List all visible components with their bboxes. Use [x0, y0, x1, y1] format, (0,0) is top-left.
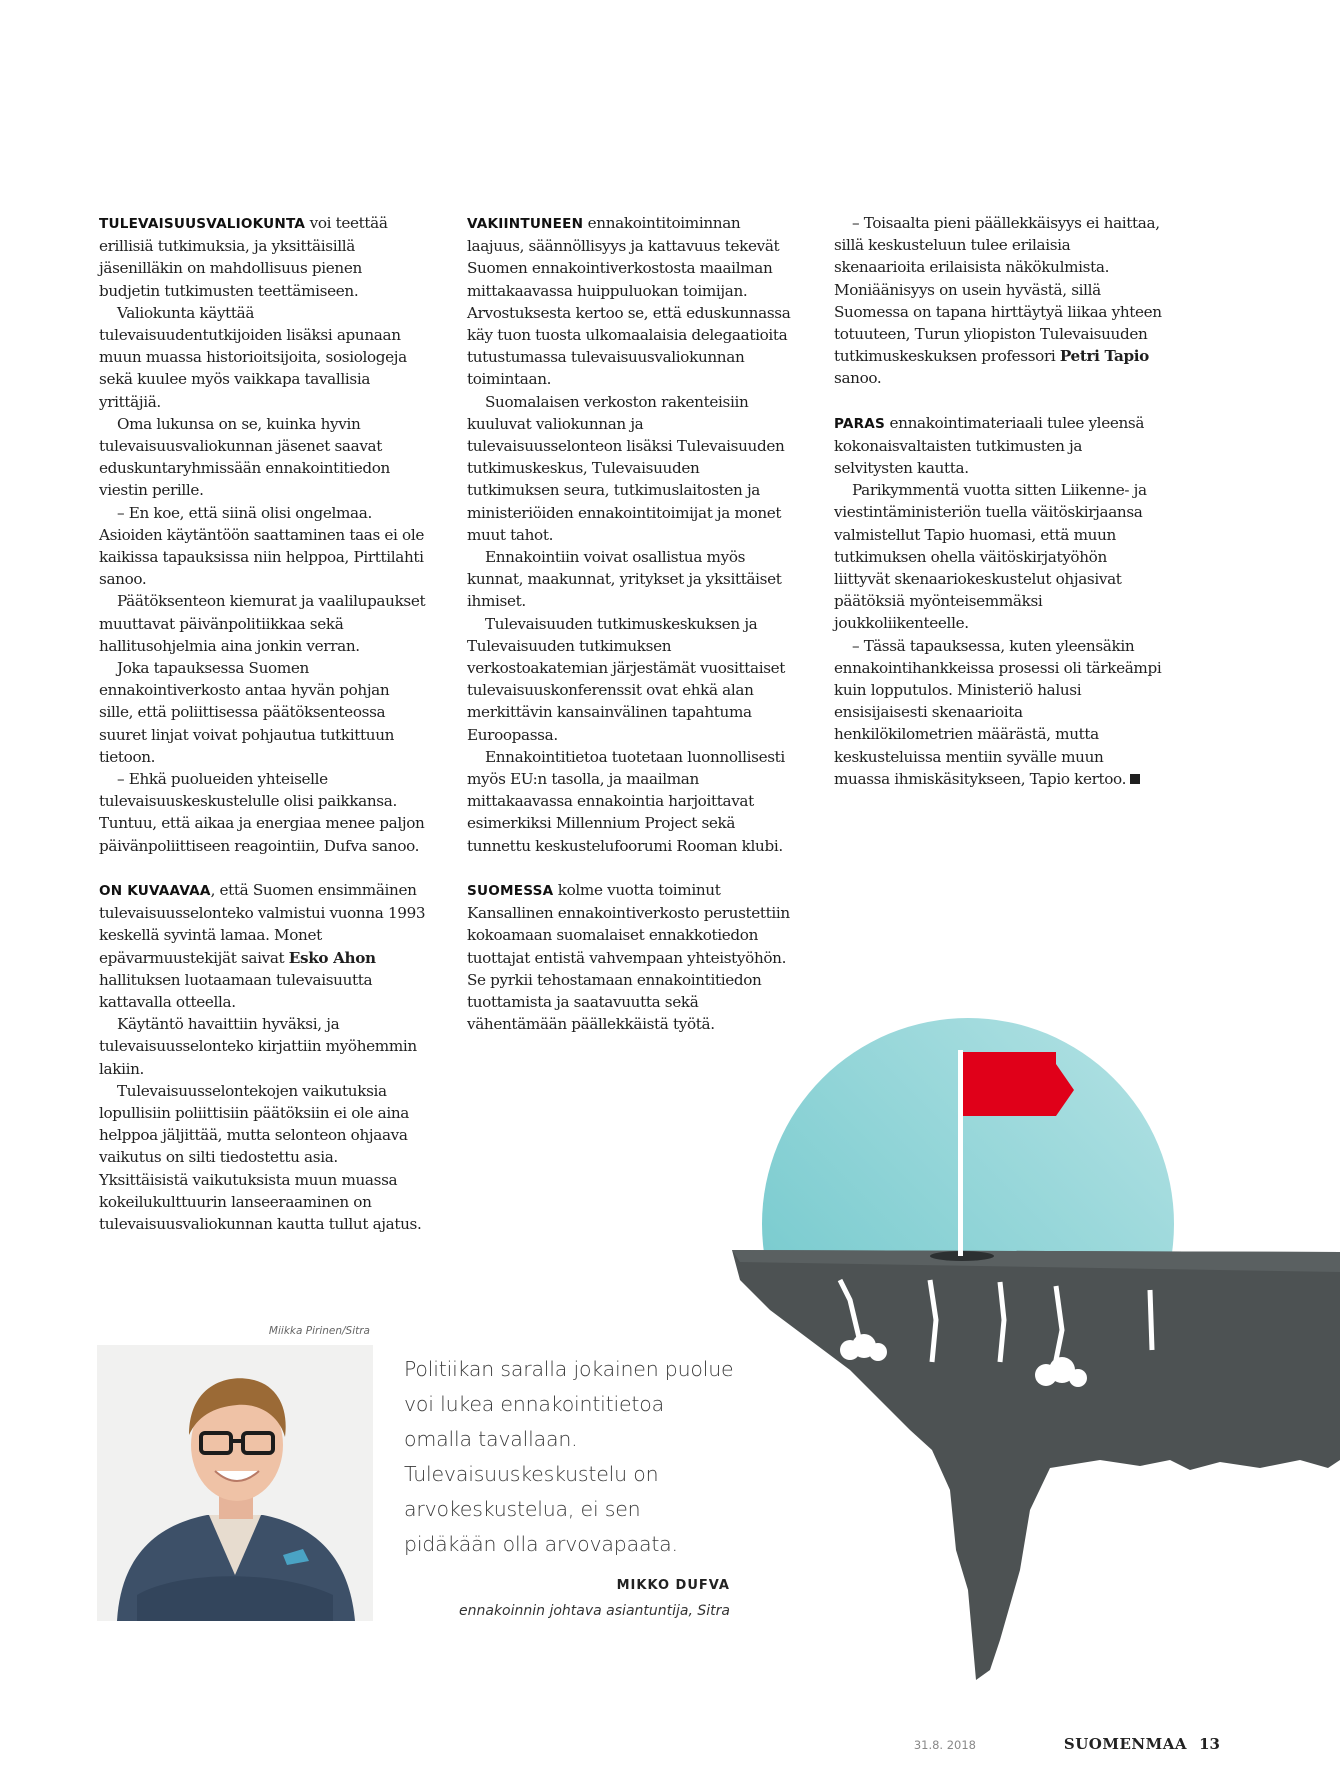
paragraph: Käytäntö havaittiin hyväksi, ja tulevaisuusselonteko kirjattiin myöhemmin lakiin. — [99, 1015, 417, 1078]
photo-credit: Miikka Pirinen/Sitra — [268, 1325, 370, 1337]
flag-pole — [958, 1050, 963, 1256]
page-number: 13 — [1199, 1735, 1220, 1753]
kicker: PARAS — [834, 415, 886, 432]
paragraph: Ennakointiin voivat osallistua myös kunnat, maakunnat, yritykset ja yksittäiset ihmiset. — [467, 548, 782, 611]
paragraph: Valiokunta käyttää tulevaisuudentutkijoiden lisäksi apunaan muun muassa historioitsijoita, sosiologeja sekä kuulee myös vaikkapa tavallisia yrittäjiä. — [99, 303, 407, 411]
paragraph: Päätöksenteon kiemurat ja vaalilupaukset muuttavat päivänpolitiikkaa sekä hallitusohjelmia aina jonkin verran. — [99, 592, 426, 655]
kicker: SUOMESSA — [467, 882, 554, 899]
paragraph: Joka tapauksessa Suomen ennakointiverkosto antaa hyvän pohjan sille, että poliittisessa päätöksenteossa suuret linjat voivat pohjautua tutkittuun tietoon. — [99, 659, 395, 766]
paragraph: – Tässä tapauksessa, kuten yleensäkin ennakointihankkeissa prosessi oli tärkeämpi kuin lopputulos. Ministeriö halusi ensisijaisesti skenaarioita henkilökilometrien määrästä, mutta keskusteluissa mentiin syvälle muun muassa ihmiskäsitykseen, Tapio kertoo. — [834, 636, 1162, 788]
paragraph: Oma lukunsa on se, kuinka hyvin tulevaisuusvaliokunnan jäsenet saavat eduskuntaryhmissään ennakointitiedon viestin perille. — [99, 414, 390, 500]
paragraph: Parikymmentä vuotta sitten Liikenne- ja viestintäministeriön tuella väitöskirjaansa valmistellut Tapio huomasi, että muun tutkimuksen ohella väitöskirjatyöhön liittyvät skenaariokeskustelut ohjasivat päätöksiä myönteisemmäksi joukkoliikenteelle. — [834, 481, 1147, 633]
person-name: Petri Tapio — [1059, 347, 1149, 366]
magazine-name: SUOMENMAA — [1063, 1735, 1187, 1753]
paragraph: VAKIINTUNEEN ennakointitoiminnan laajuus, säännöllisyys ja kattavuus tekevät Suomen ennakointiverkostosta maailman mittakaavassa huippuluokan toimijan. Arvostuksesta kertoo se, että eduskunnassa käy tuon tuosta ulkomaalaisia delegaatioita tutustumassa tulevaisuusvaliokunnan toimintaan. — [467, 214, 791, 389]
flag-cliff-illustration — [700, 990, 1340, 1680]
quote-author: MIKKO DUFVA — [616, 1578, 730, 1593]
paragraph: SUOMESSA kolme vuotta toiminut Kansallinen ennakointiverkosto perustettiin kokoamaan suomalaiset ennakkotiedon tuottajat entistä vahvempaan yhteistyöhön. Se pyrkii tehostamaan ennakointitiedon tuottamista ja saatavuutta sekä vähentämään päällekkäistä työtä. — [467, 880, 790, 1034]
article-column-2 — [467, 212, 795, 1035]
paragraph: – En koe, että siinä olisi ongelmaa. Asioiden käytäntöön saattaminen taas ei ole kaikissa tapauksissa niin helppoa, Pirttilahti sanoo. — [99, 503, 424, 589]
page-footer — [900, 1735, 1230, 1757]
paragraph: – Ehkä puolueiden yhteiselle tulevaisuuskeskustelulle olisi paikkansa. Tuntuu, että aikaa ja energiaa menee paljon päivänpoliittiseen reagointiin, Dufva sanoo. — [99, 770, 425, 855]
paragraph: PARAS ennakointimateriaali tulee yleensä kokonaisvaltaisten tutkimusten ja selvitysten kautta. — [834, 413, 1145, 478]
quote-author-role: ennakoinnin johtava asiantuntija, Sitra — [459, 1603, 730, 1619]
paragraph: – Toisaalta pieni päällekkäisyys ei haittaa, sillä keskusteluun tulee erilaisia skenaarioita erilaisista näkökulmista. Moniäänisyys on usein hyvästä, sillä Suomessa on tapana hirttäytyä liikaa yhteen totuuteen, Turun yliopiston Tulevaisuuden tutkimuskeskuksen professori Petri Tapio sanoo. — [834, 214, 1162, 388]
article-column-3 — [834, 212, 1162, 790]
kicker: VAKIINTUNEEN — [467, 216, 584, 232]
kicker: ON KUVAAVAA — [99, 882, 211, 899]
issue-date: 31.8. 2018 — [913, 1738, 976, 1752]
paragraph: ON KUVAAVAA, että Suomen ensimmäinen tulevaisuusselonteko valmistui vuonna 1993 keskellä syvintä lamaa. Monet epävarmuustekijät saivat Esko Ahon hallituksen luotaamaan tulevaisuutta kattavalla otteella. — [99, 880, 426, 1011]
paragraph: TULEVAISUUSVALIOKUNTA voi teettää erillisiä tutkimuksia, ja yksittäisillä jäsenilläkin on mahdollisuus pienen budjetin tutkimusten teettämiseen. — [99, 214, 388, 300]
portrait-photo — [97, 1345, 373, 1621]
kicker: TULEVAISUUSVALIOKUNTA — [99, 216, 306, 232]
paragraph: Suomalaisen verkoston rakenteisiin kuuluvat valiokunnan ja tulevaisuusselonteon lisäksi Tulevaisuuden tutkimuskeskus, Tulevaisuuden tutkimuksen seura, tutkimuslaitosten ja ministeriöiden ennakointitoimijat ja monet muut tahot. — [467, 392, 785, 544]
paragraph: Ennakointitietoa tuotetaan luonnollisesti myös EU:n tasolla, ja maailman mittakaavassa ennakointia harjoittavat esimerkiksi Millennium Project sekä tunnettu keskustelufoorumi Rooman klubi. — [467, 747, 785, 855]
end-mark-icon — [1130, 774, 1140, 784]
paragraph: Tulevaisuuden tutkimuskeskuksen ja Tulevaisuuden tutkimuksen verkostoakatemian järjestämät vuosittaiset tulevaisuuskonferenssit ovat ehkä alan merkittävin kansainvälinen tapahtuma Euroopassa. — [467, 614, 786, 744]
paragraph: Tulevaisuusselontekojen vaikutuksia lopullisiin poliittisiin päätöksiin ei ole aina helppoa jäljittää, mutta selonteon ohjaava vaikutus on silti tiedostettu asia. Yksittäisistä vaikutuksista muun muassa kokeilukulttuurin lanseeraaminen on tulevaisuusvaliokunnan kautta tullut ajatus. — [99, 1081, 422, 1233]
person-name: Esko Ahon — [288, 948, 376, 967]
pull-quote: Politiikan saralla jokainen puolue voi lukea ennakointitietoa omalla tavallaan. Tulevaisuuskeskustelu on arvokeskustelua, ei sen pidäkään olla arvovapaata. — [404, 1357, 734, 1556]
article-column-1 — [99, 212, 427, 1235]
